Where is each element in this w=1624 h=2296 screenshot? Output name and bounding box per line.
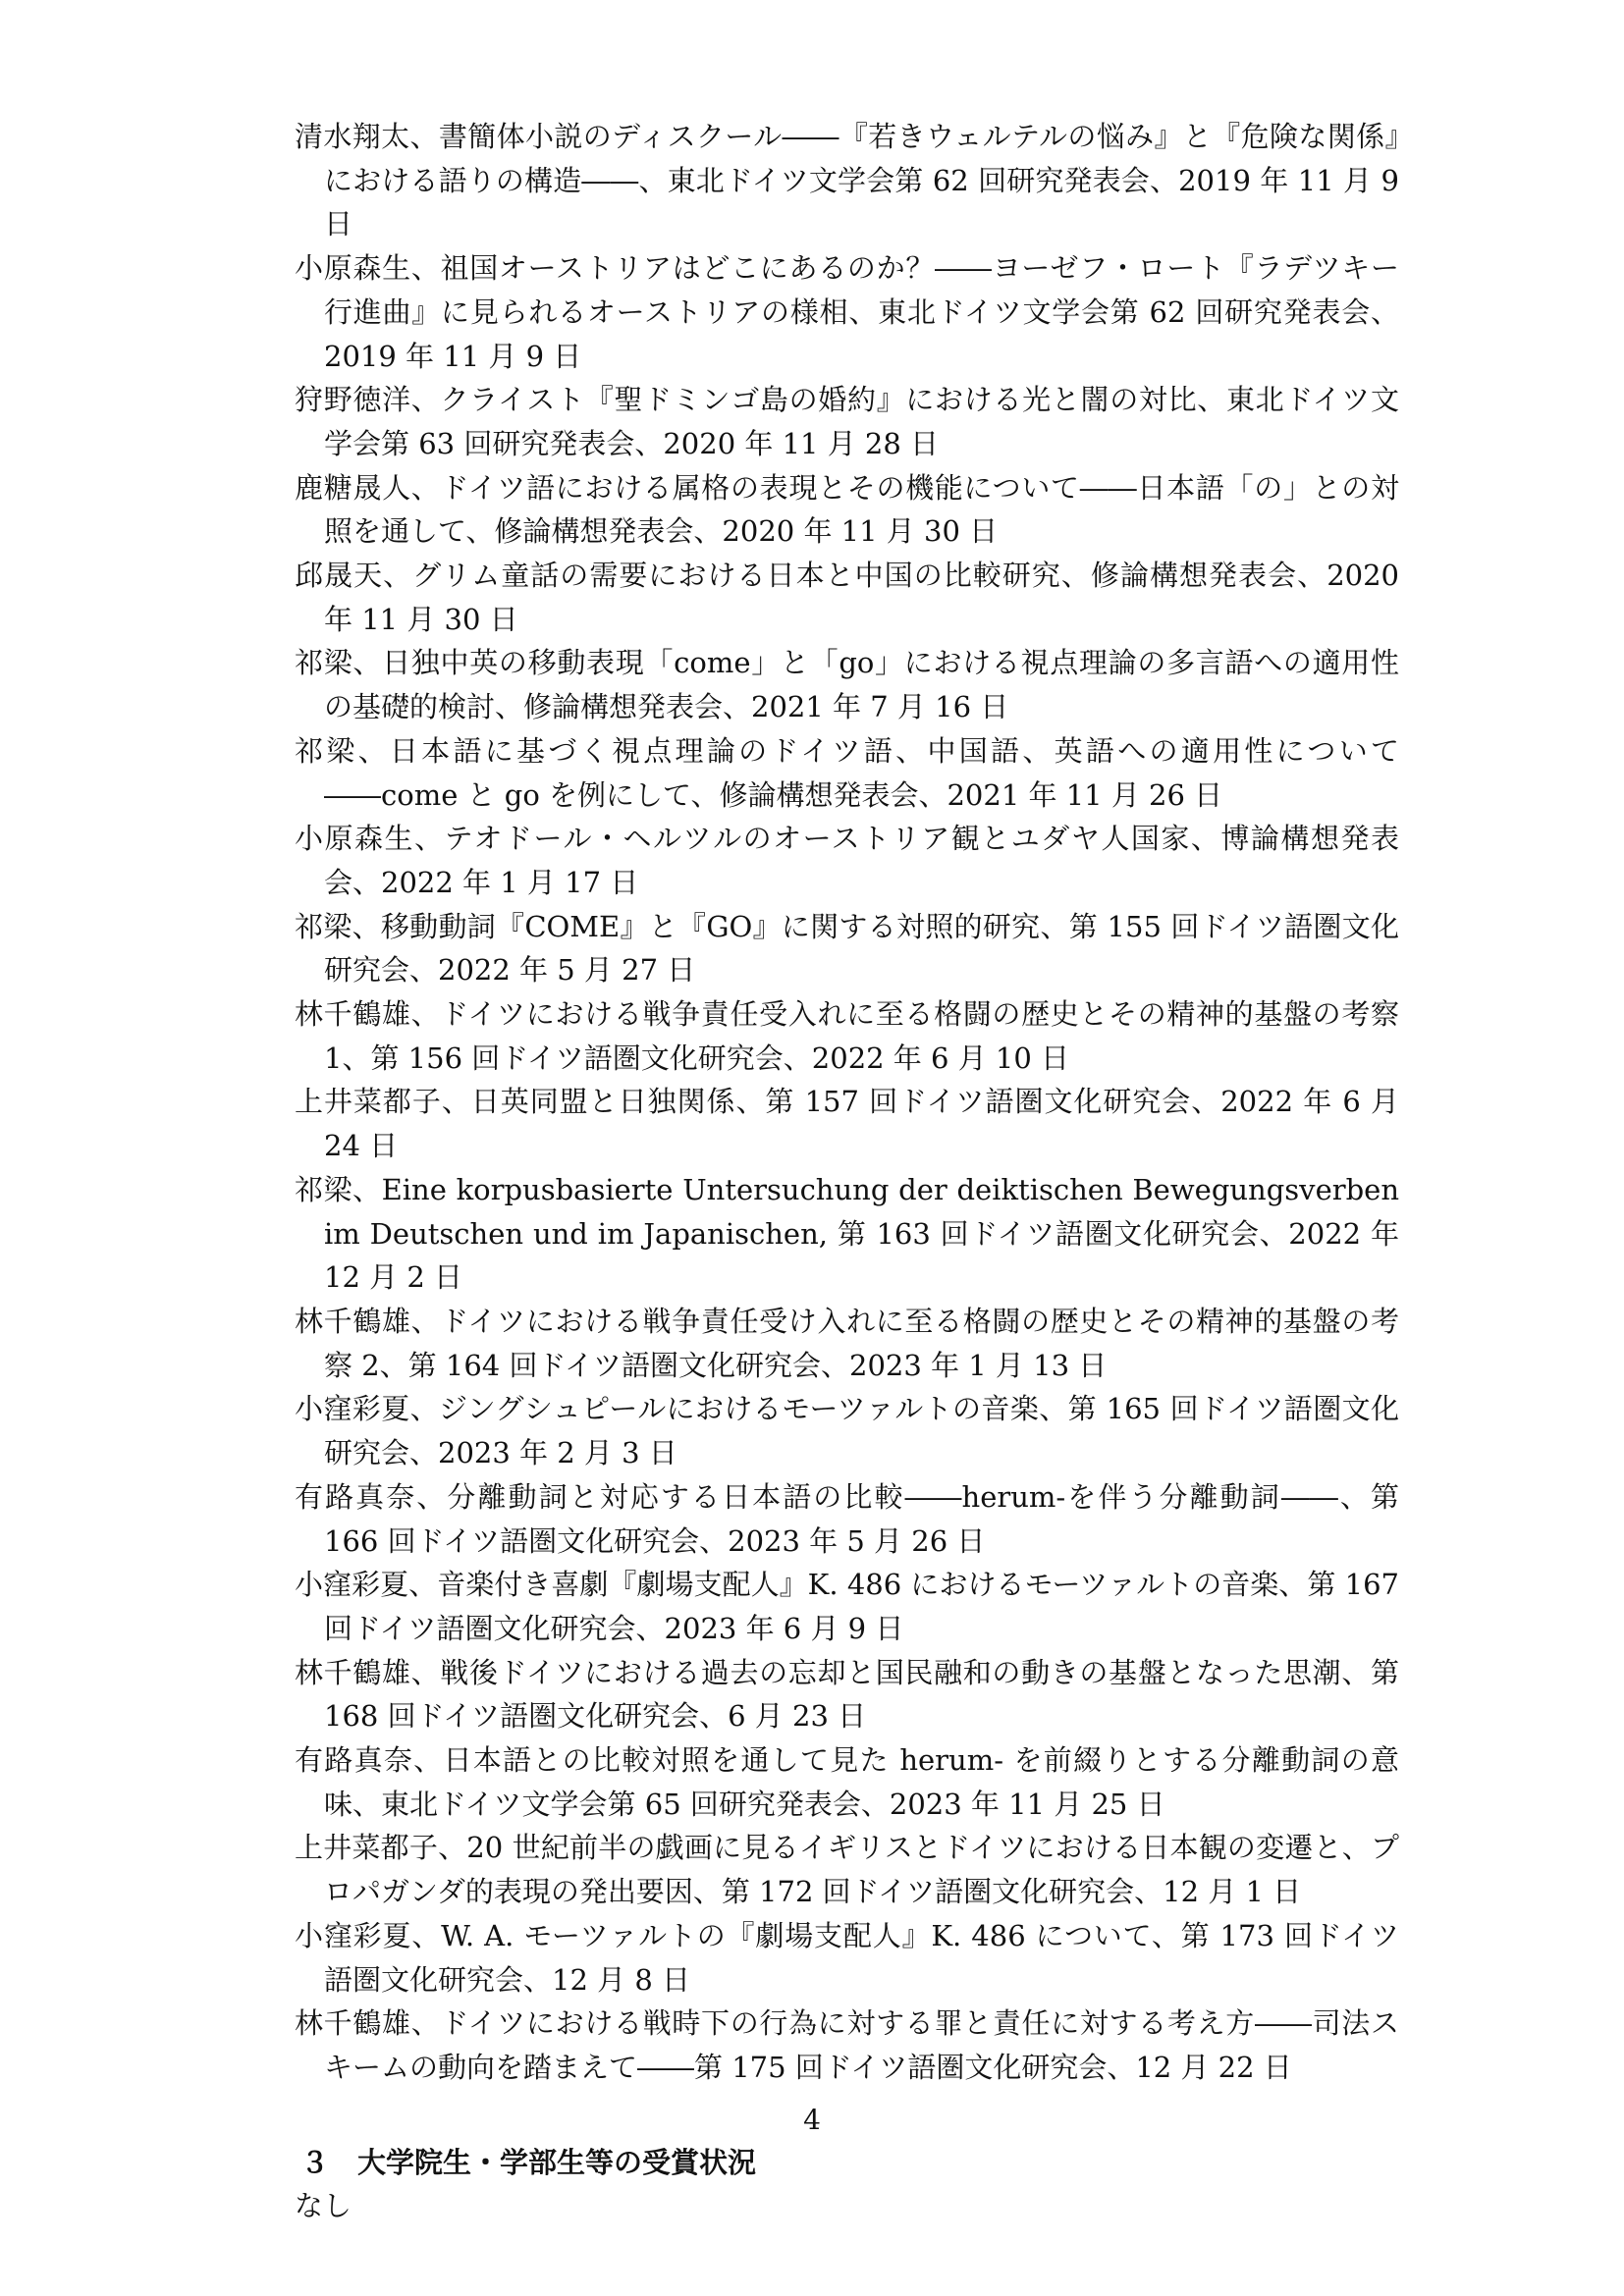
list-item: 祁梁、日独中英の移動表現「come」と「go」における視点理論の多言語への適用性の基礎的検討、修論構想発表会、2021 年 7 月 16 日 [295, 646, 1399, 724]
list-item: 小原森生、祖国オーストリアはどこにあるのか？――ヨーゼフ・ロート『ラデツキー行進曲』に見られるオーストリアの様相、東北ドイツ文学会第 62 回研究発表会、2019 年 11 月 9 日 [295, 251, 1399, 373]
list-item: 小窪彩夏、音楽付き喜劇『劇場支配人』K. 486 におけるモーツァルトの音楽、第 167 回ドイツ語圏文化研究会、2023 年 6 月 9 日 [295, 1568, 1399, 1645]
section-heading: ３ 大学院生・学部生等の受賞状況 [300, 2145, 757, 2179]
list-item: 邱晟天、グリム童話の需要における日本と中国の比較研究、修論構想発表会、2020 年 11 月 30 日 [295, 559, 1399, 636]
presentation-list [295, 115, 1399, 2090]
page-number: 4 [803, 2104, 821, 2136]
list-item: 祁梁、移動動詞『COME』と『GO』に関する対照的研究、第 155 回ドイツ語圏文化研究会、2022 年 5 月 27 日 [295, 909, 1399, 988]
list-item: 狩野徳洋、クライスト『聖ドミンゴ島の婚約』における光と闇の対比、東北ドイツ文学会第 63 回研究発表会、2020 年 11 月 28 日 [295, 383, 1399, 460]
list-item: 上井菜都子、20 世紀前半の戯画に見るイギリスとドイツにおける日本観の変遷と、プロパガンダ的表現の発出要因、第 172 回ドイツ語圏文化研究会、12 月 1 日 [295, 1831, 1399, 1909]
list-item: 有路真奈、分離動詞と対応する日本語の比較――herum-を伴う分離動詞――、第 166 回ドイツ語圏文化研究会、2023 年 5 月 26 日 [295, 1479, 1399, 1558]
list-item: 林千鶴雄、戦後ドイツにおける過去の忘却と国民融和の動きの基盤となった思潮、第 168 回ドイツ語圏文化研究会、6 月 23 日 [295, 1655, 1399, 1734]
list-item: 鹿糖晟人、ドイツ語における属格の表現とその機能について――日本語「の」との対照を通して、修論構想発表会、2020 年 11 月 30 日 [295, 470, 1399, 549]
list-item: 小原森生、テオドール・ヘルツルのオーストリア観とユダヤ人国家、博論構想発表会、2022 年 1 月 17 日 [295, 822, 1399, 899]
list-item: 上井菜都子、日英同盟と日独関係、第 157 回ドイツ語圏文化研究会、2022 年 6 月 24 日 [295, 1085, 1399, 1163]
section-body: なし [295, 2188, 352, 2222]
list-item: 林千鶴雄、ドイツにおける戦時下の行為に対する罪と責任に対する考え方――司法スキームの動向を踏まえて――第 175 回ドイツ語圏文化研究会、12 月 22 日 [295, 2006, 1399, 2084]
list-item: 有路真奈、日本語との比較対照を通して見た herum- を前綴りとする分離動詞の意味、東北ドイツ文学会第 65 回研究発表会、2023 年 11 月 25 日 [295, 1743, 1399, 1821]
list-item: 林千鶴雄、ドイツにおける戦争責任受入れに至る格闘の歴史とその精神的基盤の考察 1、第 156 回ドイツ語圏文化研究会、2022 年 6 月 10 日 [295, 997, 1399, 1075]
list-item: 小窪彩夏、W. A. モーツァルトの『劇場支配人』K. 486 について、第 173 回ドイツ語圏文化研究会、12 月 8 日 [295, 1918, 1399, 1997]
list-item: 祁梁、日本語に基づく視点理論のドイツ語、中国語、英語への適用性について――come と go を例にして、修論構想発表会、2021 年 11 月 26 日 [295, 733, 1399, 812]
list-item: 祁梁、Eine korpusbasierte Untersuchung der deiktischen Bewegungsverben im Deutschen und im Japanischen, 第 163 回ドイツ語圏文化研究会、2022 年 12 月 2 日 [295, 1172, 1399, 1295]
document-body [295, 115, 1399, 2227]
list-item: 清水翔太、書簡体小説のディスクール――『若きウェルテルの悩み』と『危険な関係』における語りの構造――、東北ドイツ文学会第 62 回研究発表会、2019 年 11 月 9 日 [295, 120, 1399, 241]
list-item: 小窪彩夏、ジングシュピールにおけるモーツァルトの音楽、第 165 回ドイツ語圏文化研究会、2023 年 2 月 3 日 [295, 1392, 1399, 1470]
list-item: 林千鶴雄、ドイツにおける戦争責任受け入れに至る格闘の歴史とその精神的基盤の考察 2、第 164 回ドイツ語圏文化研究会、2023 年 1 月 13 日 [295, 1304, 1399, 1382]
